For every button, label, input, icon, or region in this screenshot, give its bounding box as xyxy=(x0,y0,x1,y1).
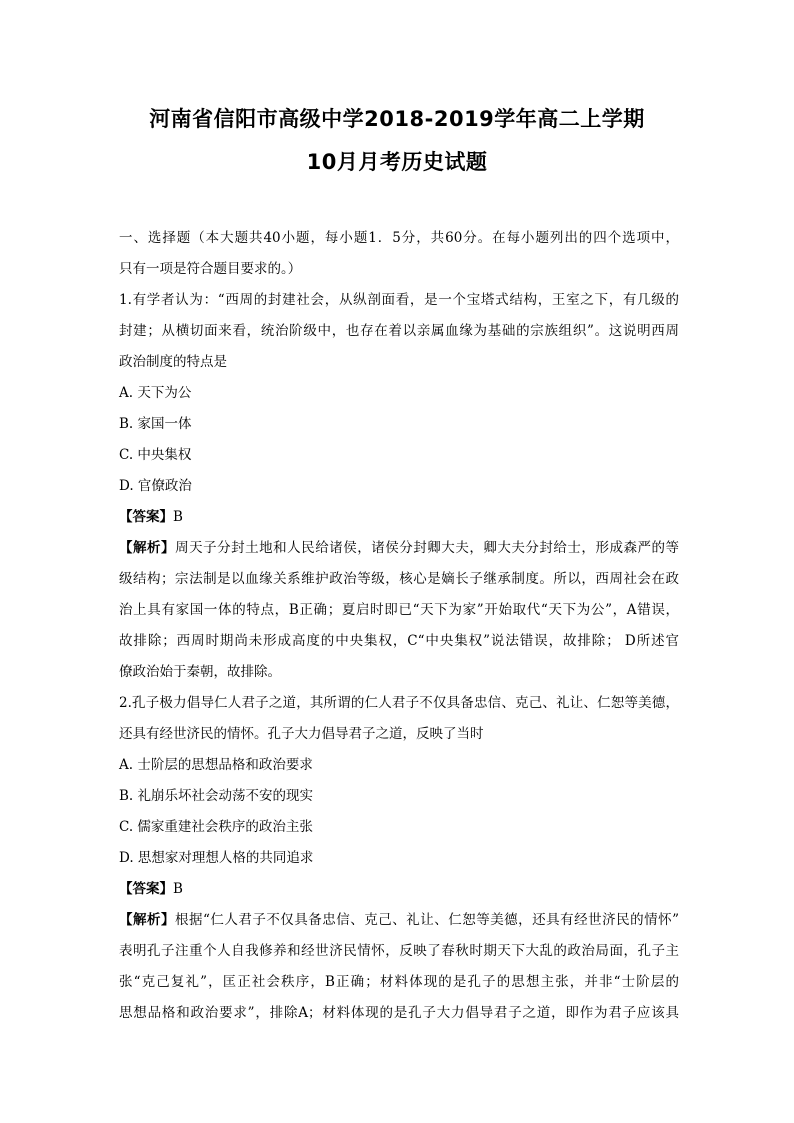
q2-stem: 2.孔子极力倡导仁人君子之道，其所谓的仁人君子不仅具备忠信、克己、礼让、仁恕等美德， xyxy=(119,695,679,711)
q1-stem: 1.有学者认为：“西周的封建社会，从纵剖面看，是一个宝塔式结构，王室之下，有几级的 xyxy=(119,292,679,308)
q1-analysis: 故排除；西周时期尚未形成高度的中央集权，C“中央集权”说法错误，故排除； D所述官 xyxy=(119,633,679,649)
answer-tag: 【答案】 xyxy=(119,509,173,525)
q1-stem: 封建；从横切面来看，统治阶级中，也存在着以亲属血缘为基础的宗族组织”。这说明西周 xyxy=(119,323,679,339)
q2-option-d: D. 思想家对理想人格的共同追求 xyxy=(119,850,314,866)
q2-option-b: B. 礼崩乐坏社会动荡不安的现实 xyxy=(119,788,314,804)
section-header-cont: 只有一项是符合题目要求的。） xyxy=(119,261,302,277)
q2-answer xyxy=(119,874,679,905)
q1-stem: 政治制度的特点是 xyxy=(119,354,227,370)
q1-analysis: 级结构；宗法制是以血缘关系维护政治等级，核心是嫡长子继承制度。所以，西周社会在政 xyxy=(119,571,679,587)
analysis-text: 根据“仁人君子不仅具备忠信、克己、礼让、仁恕等美德，还具有经世济民的情怀” xyxy=(174,912,679,928)
analysis-tag: 【解析】 xyxy=(119,912,175,928)
document-body xyxy=(119,223,679,1029)
q2-analysis: 张“克己复礼”，匡正社会秩序，B正确；材料体现的是孔子的思想主张，并非“士阶层的 xyxy=(119,974,679,990)
q1-answer xyxy=(119,502,679,533)
answer-value: B xyxy=(173,881,183,897)
analysis-text: 周天子分封土地和人民给诸侯，诸侯分封卿大夫，卿大夫分封给士，形成森严的等 xyxy=(175,540,680,556)
q1-analysis xyxy=(119,533,679,564)
section-header: 一、选择题（本大题共40小题，每小题1．5分，共60分。在每小题列出的四个选项中， xyxy=(119,230,679,246)
q1-analysis: 治上具有家国一体的特点，B正确；夏启时即已“天下为家”开始取代“天下为公”，A错误， xyxy=(119,602,679,618)
q2-analysis: 表明孔子注重个人自我修养和经世济民情怀，反映了春秋时期天下大乱的政治局面，孔子主 xyxy=(119,943,679,959)
answer-value: B xyxy=(173,509,183,525)
q1-analysis: 僚政治始于秦朝，故排除。 xyxy=(119,664,281,680)
q2-option-a: A. 士阶层的思想品格和政治要求 xyxy=(119,757,313,773)
q1-option-c: C. 中央集权 xyxy=(119,447,192,463)
answer-tag: 【答案】 xyxy=(119,881,173,897)
q2-analysis: 思想品格和政治要求”，排除A；材料体现的是孔子大力倡导君子之道，即作为君子应该具 xyxy=(119,1005,679,1021)
q2-option-c: C. 儒家重建社会秩序的政治主张 xyxy=(119,819,313,835)
q2-analysis xyxy=(119,905,679,936)
q1-option-b: B. 家国一体 xyxy=(119,416,192,432)
analysis-tag: 【解析】 xyxy=(119,540,176,556)
q1-option-d: D. 官僚政治 xyxy=(119,478,192,494)
document-title-line2: 10月月考历史试题 xyxy=(306,150,488,174)
document-title-line1: 河南省信阳市高级中学2018-2019学年高二上学期 xyxy=(149,107,645,131)
q1-option-a: A. 天下为公 xyxy=(119,385,192,401)
q2-stem: 还具有经世济民的情怀。孔子大力倡导君子之道，反映了当时 xyxy=(119,726,484,742)
